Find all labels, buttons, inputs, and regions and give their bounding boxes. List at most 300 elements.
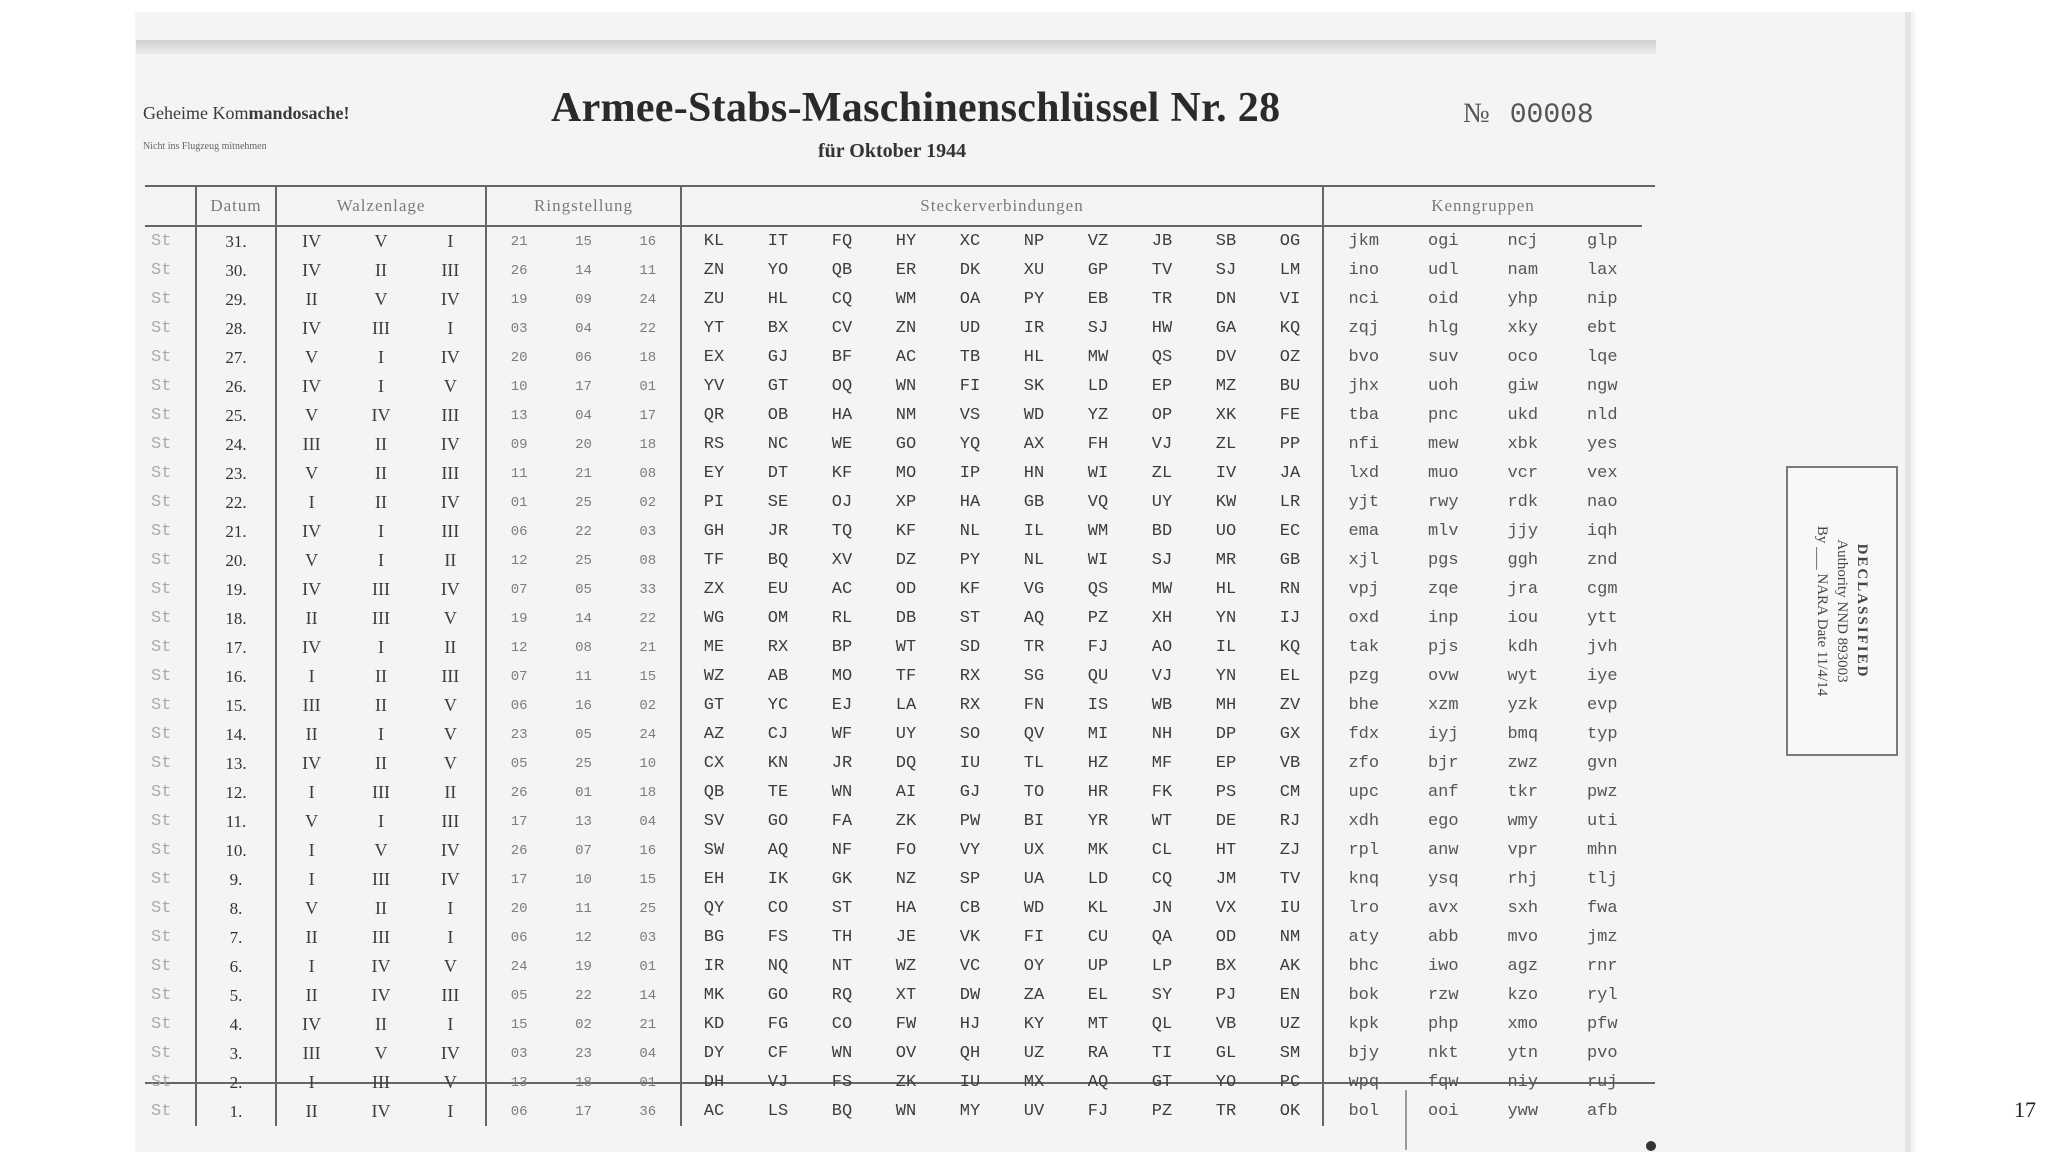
plug-pair-cell: IT bbox=[767, 232, 789, 251]
rotor-cell: II bbox=[374, 695, 387, 715]
indicator-group-cell: jkm bbox=[1348, 232, 1380, 251]
plug-pair-cell: ST bbox=[959, 609, 981, 628]
ring-setting-cell: 17 bbox=[575, 1103, 592, 1120]
ring-setting-cell: 19 bbox=[510, 291, 528, 308]
plug-pair-cell: TQ bbox=[831, 522, 853, 541]
rotor-cell: IV bbox=[440, 434, 460, 454]
plug-pair-cell: QH bbox=[959, 1044, 981, 1063]
indicator-group-cell: pgs bbox=[1427, 551, 1459, 570]
plug-pair-cell: KL bbox=[703, 232, 725, 251]
plug-pair-cell: BI bbox=[1023, 812, 1045, 831]
rotor-cell: I bbox=[308, 666, 315, 686]
plug-pair-cell: IU bbox=[959, 1073, 981, 1092]
table-row: 31. bbox=[225, 231, 247, 251]
plug-pair-cell: YQ bbox=[959, 435, 981, 454]
rotor-cell: V bbox=[305, 898, 319, 918]
plug-pair-cell: IR bbox=[1023, 319, 1045, 338]
plug-pair-cell: TI bbox=[1151, 1044, 1173, 1063]
rotor-cell: I bbox=[447, 898, 454, 918]
plug-pair-cell: MO bbox=[895, 464, 917, 483]
table-row bbox=[1324, 343, 1642, 372]
indicator-group-cell: lqe bbox=[1586, 348, 1618, 367]
ring-setting-cell: 07 bbox=[575, 842, 592, 859]
rotor-cell: IV bbox=[302, 260, 322, 280]
plug-pair-cell: WN bbox=[831, 783, 853, 802]
indicator-group-cell: nip bbox=[1586, 290, 1618, 309]
indicator-group-cell: ytt bbox=[1586, 609, 1618, 628]
indicator-group-cell: pfw bbox=[1586, 1015, 1618, 1034]
plug-pair-cell: VI bbox=[1279, 290, 1301, 309]
table-row bbox=[1324, 1097, 1642, 1126]
indicator-group-cell: uti bbox=[1586, 812, 1618, 831]
plug-pair-cell: LM bbox=[1279, 261, 1301, 280]
table-row bbox=[277, 372, 485, 401]
plug-pair-cell: IK bbox=[767, 870, 789, 889]
document-number-value: 00008 bbox=[1509, 100, 1594, 131]
ring-setting-cell: 11 bbox=[575, 668, 592, 685]
plug-pair-cell: DN bbox=[1215, 290, 1237, 309]
ring-setting-cell: 36 bbox=[639, 1103, 657, 1120]
indicator-group-cell: ruj bbox=[1586, 1073, 1618, 1092]
ring-setting-cell: 07 bbox=[510, 581, 528, 598]
table-row bbox=[277, 256, 485, 285]
plug-pair-cell: WI bbox=[1087, 464, 1109, 483]
plug-pair-cell: DW bbox=[959, 986, 981, 1005]
ring-setting-cell: 11 bbox=[639, 262, 657, 279]
indicator-group-cell: nam bbox=[1507, 261, 1539, 280]
plug-pair-cell: QA bbox=[1151, 928, 1173, 947]
indicator-group-cell: abb bbox=[1427, 928, 1459, 947]
plug-pair-cell: MW bbox=[1087, 348, 1109, 367]
plug-pair-cell: RS bbox=[703, 435, 725, 454]
ring-setting-cell: 17 bbox=[510, 871, 528, 888]
number-symbol: № bbox=[1463, 98, 1490, 129]
plug-pair-cell: EP bbox=[1151, 377, 1173, 396]
plug-pair-cell: HN bbox=[1023, 464, 1045, 483]
ring-setting-cell: 02 bbox=[575, 1016, 592, 1033]
ring-setting-cell: 03 bbox=[510, 320, 528, 337]
ring-setting-cell: 03 bbox=[639, 929, 657, 946]
ring-setting-cell: 15 bbox=[639, 871, 657, 888]
indicator-group-cell: vpr bbox=[1507, 841, 1539, 860]
rotor-cell: V bbox=[443, 753, 457, 773]
rotor-cell: II bbox=[374, 753, 387, 773]
plug-pair-cell: ZJ bbox=[1279, 841, 1301, 860]
table-row bbox=[277, 604, 485, 633]
rotor-cell: IV bbox=[302, 521, 322, 541]
table-row bbox=[277, 1010, 485, 1039]
table-row bbox=[277, 836, 485, 865]
plug-pair-cell: PZ bbox=[1087, 609, 1109, 628]
plug-pair-cell: AX bbox=[1023, 435, 1045, 454]
plug-pair-cell: IR bbox=[703, 957, 725, 976]
rotor-cell: IV bbox=[371, 1101, 391, 1121]
plug-pair-cell: AC bbox=[895, 348, 917, 367]
table-row: St bbox=[151, 232, 172, 251]
table-row bbox=[277, 459, 485, 488]
indicator-group-cell: suv bbox=[1427, 348, 1459, 367]
declassified-stamp bbox=[1786, 466, 1898, 756]
plug-pair-cell: PS bbox=[1215, 783, 1237, 802]
indicator-group-cell: jjy bbox=[1507, 522, 1539, 541]
plug-pair-cell: WF bbox=[831, 725, 853, 744]
table-row bbox=[1324, 546, 1642, 575]
table-row bbox=[682, 981, 1322, 1010]
ring-setting-cell: 03 bbox=[639, 523, 657, 540]
table-row bbox=[682, 256, 1322, 285]
table-row bbox=[1324, 372, 1642, 401]
indicator-group-cell: xzm bbox=[1427, 696, 1459, 715]
table-row bbox=[487, 749, 680, 778]
plug-pair-cell: MT bbox=[1087, 1015, 1109, 1034]
document-number bbox=[1463, 98, 1594, 131]
plug-pair-cell: CX bbox=[703, 754, 725, 773]
plug-pair-cell: JA bbox=[1279, 464, 1301, 483]
plug-pair-cell: EU bbox=[767, 580, 789, 599]
plug-pair-cell: JE bbox=[895, 928, 917, 947]
key-table bbox=[145, 185, 1655, 1121]
classification-label bbox=[143, 103, 349, 124]
indicator-group-cell: wmy bbox=[1507, 812, 1539, 831]
table-row: St bbox=[151, 290, 172, 309]
table-row bbox=[277, 923, 485, 952]
table-row bbox=[1324, 836, 1642, 865]
table-row bbox=[682, 1039, 1322, 1068]
indicator-group-cell: iye bbox=[1586, 667, 1618, 686]
table-row bbox=[1324, 633, 1642, 662]
table-row bbox=[487, 401, 680, 430]
indicator-group-cell: bhe bbox=[1348, 696, 1380, 715]
ring-setting-cell: 05 bbox=[575, 581, 592, 598]
indicator-group-cell: xbk bbox=[1507, 435, 1539, 454]
ring-setting-cell: 20 bbox=[510, 349, 528, 366]
ring-setting-cell: 02 bbox=[639, 494, 657, 511]
plug-pair-cell: CQ bbox=[1151, 870, 1173, 889]
indicator-group-cell: jra bbox=[1507, 580, 1539, 599]
indicator-group-cell: ggh bbox=[1507, 551, 1539, 570]
table-row bbox=[487, 836, 680, 865]
table-row: St bbox=[151, 638, 172, 657]
table-row: St bbox=[151, 986, 172, 1005]
ring-setting-cell: 13 bbox=[510, 407, 528, 424]
plug-pair-cell: OY bbox=[1023, 957, 1045, 976]
table-row: 19. bbox=[225, 579, 247, 599]
indicator-group-cell: ego bbox=[1427, 812, 1459, 831]
plug-pair-cell: FI bbox=[959, 377, 981, 396]
rotor-cell: V bbox=[443, 1072, 457, 1092]
indicator-group-cell: afb bbox=[1586, 1102, 1618, 1121]
table-row bbox=[682, 662, 1322, 691]
rotor-cell: I bbox=[377, 724, 384, 744]
plug-pair-cell: QS bbox=[1087, 580, 1109, 599]
plug-pair-cell: CL bbox=[1151, 841, 1173, 860]
indicator-group-cell: rpl bbox=[1348, 841, 1380, 860]
table-row: St bbox=[151, 522, 172, 541]
plug-pair-cell: FS bbox=[767, 928, 789, 947]
plug-pair-cell: NZ bbox=[895, 870, 917, 889]
classification-label-a: Geheime Kom bbox=[143, 103, 249, 123]
ring-setting-cell: 04 bbox=[639, 1045, 657, 1062]
table-row bbox=[277, 314, 485, 343]
indicator-group-cell: iqh bbox=[1586, 522, 1618, 541]
page-number: 17 bbox=[2014, 1097, 2036, 1122]
ring-setting-cell: 03 bbox=[510, 1045, 528, 1062]
plug-pair-cell: ZL bbox=[1215, 435, 1237, 454]
rotor-cell: II bbox=[374, 260, 387, 280]
rotor-cell: I bbox=[377, 347, 384, 367]
plug-pair-cell: WN bbox=[895, 1102, 917, 1121]
header-kenngruppen: Kenngruppen bbox=[1322, 187, 1642, 227]
plug-pair-cell: SJ bbox=[1087, 319, 1109, 338]
plug-pair-cell: FE bbox=[1279, 406, 1301, 425]
rotor-cell: III bbox=[371, 318, 390, 338]
table-row: 6. bbox=[229, 956, 243, 976]
ring-setting-cell: 22 bbox=[639, 320, 657, 337]
table-row: St bbox=[151, 928, 172, 947]
plug-pair-cell: MX bbox=[1023, 1073, 1045, 1092]
table-row bbox=[487, 894, 680, 923]
plug-pair-cell: YN bbox=[1215, 667, 1237, 686]
plug-pair-cell: PP bbox=[1279, 435, 1301, 454]
ring-setting-cell: 06 bbox=[510, 697, 528, 714]
table-row bbox=[487, 575, 680, 604]
ring-setting-cell: 09 bbox=[510, 436, 528, 453]
plug-pair-cell: OQ bbox=[831, 377, 853, 396]
plug-pair-cell: UY bbox=[1151, 493, 1173, 512]
table-row: 10. bbox=[225, 840, 247, 860]
plug-pair-cell: PJ bbox=[1215, 986, 1237, 1005]
table-row: St bbox=[151, 493, 172, 512]
plug-pair-cell: PY bbox=[959, 551, 981, 570]
ring-setting-cell: 19 bbox=[510, 610, 528, 627]
plug-pair-cell: TV bbox=[1279, 870, 1301, 889]
table-row bbox=[277, 575, 485, 604]
indicator-group-cell: oco bbox=[1507, 348, 1539, 367]
indicator-group-cell: bok bbox=[1348, 986, 1380, 1005]
indicator-group-cell: jmz bbox=[1586, 928, 1618, 947]
plug-pair-cell: PY bbox=[1023, 290, 1045, 309]
table-row bbox=[487, 1010, 680, 1039]
rotor-cell: IV bbox=[440, 840, 460, 860]
table-row: St bbox=[151, 435, 172, 454]
plug-pair-cell: AQ bbox=[767, 841, 789, 860]
rotor-cell: III bbox=[441, 405, 460, 425]
indicator-group-cell: bmq bbox=[1507, 725, 1539, 744]
indicator-group-cell: gvn bbox=[1586, 754, 1618, 773]
table-row: 21. bbox=[225, 521, 247, 541]
plug-pair-cell: FK bbox=[1151, 783, 1173, 802]
indicator-group-cell: nfi bbox=[1348, 435, 1380, 454]
plug-pair-cell: HT bbox=[1215, 841, 1237, 860]
plug-pair-cell: OM bbox=[767, 609, 789, 628]
table-row bbox=[487, 807, 680, 836]
plug-pair-cell: NM bbox=[1279, 928, 1301, 947]
plug-pair-cell: NT bbox=[831, 957, 853, 976]
plug-pair-cell: ME bbox=[703, 638, 725, 657]
indicator-group-cell: bvo bbox=[1348, 348, 1380, 367]
indicator-group-cell: ytn bbox=[1507, 1044, 1539, 1063]
plug-pair-cell: NC bbox=[767, 435, 789, 454]
rotor-cell: V bbox=[374, 840, 388, 860]
ring-setting-cell: 25 bbox=[575, 494, 592, 511]
table-row: 17. bbox=[225, 637, 247, 657]
plug-pair-cell: MW bbox=[1151, 580, 1173, 599]
plug-pair-cell: KF bbox=[831, 464, 853, 483]
table-row bbox=[487, 517, 680, 546]
rotor-cell: III bbox=[441, 811, 460, 831]
plug-pair-cell: CV bbox=[831, 319, 853, 338]
rotor-cell: III bbox=[371, 1072, 390, 1092]
ring-setting-cell: 22 bbox=[639, 610, 657, 627]
rotor-cell: V bbox=[305, 347, 319, 367]
rotor-cell: V bbox=[443, 376, 457, 396]
ring-setting-cell: 12 bbox=[510, 552, 528, 569]
plug-pair-cell: TV bbox=[1151, 261, 1173, 280]
table-row: 1. bbox=[229, 1101, 243, 1121]
rotor-cell: I bbox=[377, 376, 384, 396]
ink-dot bbox=[1646, 1141, 1656, 1151]
table-row bbox=[1324, 314, 1642, 343]
table-row bbox=[277, 401, 485, 430]
table-row bbox=[1324, 1039, 1642, 1068]
plug-pair-cell: GO bbox=[767, 812, 789, 831]
plug-pair-cell: NP bbox=[1023, 232, 1045, 251]
table-row: St bbox=[151, 725, 172, 744]
plug-pair-cell: FJ bbox=[1087, 1102, 1109, 1121]
rotor-cell: IV bbox=[440, 579, 460, 599]
ring-setting-cell: 08 bbox=[639, 552, 657, 569]
plug-pair-cell: UO bbox=[1215, 522, 1237, 541]
indicator-group-cell: anf bbox=[1427, 783, 1459, 802]
plug-pair-cell: FI bbox=[1023, 928, 1045, 947]
plug-pair-cell: KD bbox=[703, 1015, 725, 1034]
table-row bbox=[1324, 807, 1642, 836]
ring-setting-cell: 18 bbox=[639, 349, 657, 366]
plug-pair-cell: GT bbox=[703, 696, 725, 715]
table-row bbox=[277, 894, 485, 923]
header-steckerverbindungen: Steckerverbindungen bbox=[680, 187, 1322, 227]
rotor-cell: II bbox=[305, 289, 318, 309]
table-row: St bbox=[151, 406, 172, 425]
plug-pair-cell: SY bbox=[1151, 986, 1173, 1005]
plug-pair-cell: NM bbox=[895, 406, 917, 425]
indicator-group-cell: zfo bbox=[1348, 754, 1380, 773]
rotor-cell: I bbox=[447, 231, 454, 251]
plug-pair-cell: SE bbox=[767, 493, 789, 512]
indicator-group-cell: zqe bbox=[1427, 580, 1459, 599]
rotor-cell: III bbox=[441, 985, 460, 1005]
table-row: 5. bbox=[229, 985, 243, 1005]
plug-pair-cell: EH bbox=[703, 870, 725, 889]
plug-pair-cell: ZU bbox=[703, 290, 725, 309]
plug-pair-cell: CO bbox=[831, 1015, 853, 1034]
stamp-line-2: Authority NND 893003 bbox=[1834, 539, 1850, 683]
indicator-group-cell: xdh bbox=[1348, 812, 1380, 831]
indicator-group-cell: rwy bbox=[1427, 493, 1459, 512]
table-row: 4. bbox=[229, 1014, 243, 1034]
indicator-group-cell: lax bbox=[1586, 261, 1618, 280]
plug-pair-cell: GX bbox=[1279, 725, 1301, 744]
ring-setting-cell: 07 bbox=[510, 668, 528, 685]
plug-pair-cell: YN bbox=[1215, 609, 1237, 628]
rotor-cell: I bbox=[377, 550, 384, 570]
plug-pair-cell: HL bbox=[767, 290, 789, 309]
table-row bbox=[1324, 517, 1642, 546]
table-row bbox=[277, 517, 485, 546]
table-row bbox=[682, 488, 1322, 517]
plug-pair-cell: PI bbox=[703, 493, 725, 512]
indicator-group-cell: muo bbox=[1427, 464, 1459, 483]
rotor-cell: I bbox=[308, 956, 315, 976]
rotor-cell: II bbox=[374, 492, 387, 512]
plug-pair-cell: OG bbox=[1279, 232, 1301, 251]
plug-pair-cell: HL bbox=[1215, 580, 1237, 599]
indicator-group-cell: pjs bbox=[1427, 638, 1459, 657]
table-row bbox=[277, 546, 485, 575]
table-row: 26. bbox=[225, 376, 247, 396]
plug-pair-cell: BQ bbox=[831, 1102, 853, 1121]
plug-pair-cell: EY bbox=[703, 464, 725, 483]
plug-pair-cell: FN bbox=[1023, 696, 1045, 715]
indicator-group-cell: yww bbox=[1507, 1102, 1539, 1121]
ring-setting-cell: 04 bbox=[639, 813, 657, 830]
plug-pair-cell: EX bbox=[703, 348, 725, 367]
plug-pair-cell: MZ bbox=[1215, 377, 1237, 396]
rotor-cell: IV bbox=[440, 869, 460, 889]
table-row bbox=[1324, 923, 1642, 952]
table-row bbox=[1324, 459, 1642, 488]
indicator-group-cell: rdk bbox=[1507, 493, 1539, 512]
plug-pair-cell: SW bbox=[703, 841, 725, 860]
plug-pair-cell: QL bbox=[1151, 1015, 1173, 1034]
table-row: St bbox=[151, 696, 172, 715]
rotor-cell: II bbox=[305, 1101, 318, 1121]
plug-pair-cell: KW bbox=[1215, 493, 1237, 512]
plug-pair-cell: KF bbox=[959, 580, 981, 599]
plug-pair-cell: RN bbox=[1279, 580, 1301, 599]
header-walzenlage: Walzenlage bbox=[275, 187, 485, 227]
plug-pair-cell: GK bbox=[831, 870, 853, 889]
table-row bbox=[277, 1068, 485, 1097]
ringstellung-column bbox=[485, 227, 680, 1126]
ring-setting-cell: 14 bbox=[575, 610, 592, 627]
table-row bbox=[682, 604, 1322, 633]
stamp-text bbox=[1812, 526, 1872, 696]
indicator-group-cell: aty bbox=[1348, 928, 1380, 947]
indicator-group-cell: ema bbox=[1348, 522, 1380, 541]
plug-pair-cell: VK bbox=[959, 928, 981, 947]
date-column bbox=[195, 227, 275, 1126]
plug-pair-cell: WB bbox=[1151, 696, 1173, 715]
rotor-cell: III bbox=[371, 579, 390, 599]
plug-pair-cell: LD bbox=[1087, 377, 1109, 396]
plug-pair-cell: VJ bbox=[1151, 667, 1173, 686]
plug-pair-cell: CB bbox=[959, 899, 981, 918]
plug-pair-cell: UX bbox=[1023, 841, 1045, 860]
table-row: 16. bbox=[225, 666, 247, 686]
ring-setting-cell: 05 bbox=[575, 726, 592, 743]
indicator-group-cell: ebt bbox=[1586, 319, 1618, 338]
table-row: 24. bbox=[225, 434, 247, 454]
plug-pair-cell: DQ bbox=[895, 754, 917, 773]
plug-pair-cell: JR bbox=[767, 522, 789, 541]
table-row: 2. bbox=[229, 1072, 243, 1092]
indicator-group-cell: evp bbox=[1586, 696, 1618, 715]
ring-setting-cell: 17 bbox=[575, 378, 592, 395]
table-row bbox=[682, 546, 1322, 575]
plug-pair-cell: BD bbox=[1151, 522, 1173, 541]
ring-setting-cell: 13 bbox=[510, 1074, 528, 1091]
